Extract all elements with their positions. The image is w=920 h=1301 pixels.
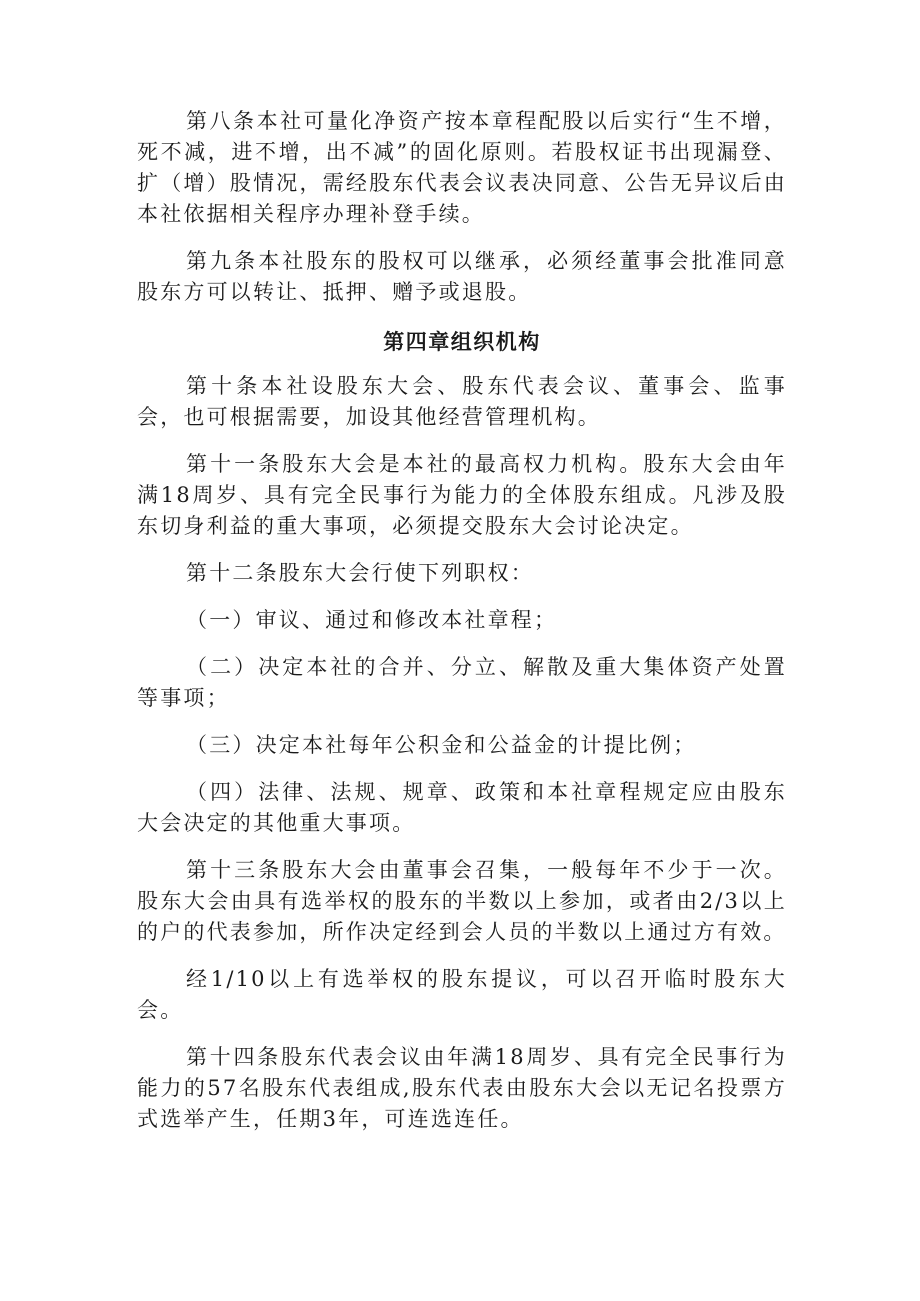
article-9: 第九条本社股东的股权可以继承，必须经董事会批准同意股东方可以转让、抵押、赠予或退股。 <box>137 249 787 304</box>
article-13-extra: 经1/10以上有选举权的股东提议，可以召开临时股东大会。 <box>137 967 787 1022</box>
article-13: 第十三条股东大会由董事会召集，一般每年不少于一次。股东大会由具有选举权的股东的半数以上参加，或者由2/3以上的户的代表参加，所作决定经到会人员的半数以上通过方有效。 <box>137 858 787 944</box>
article-12: 第十二条股东大会行使下列职权： <box>186 561 534 585</box>
article-12-item-4: （四）法律、法规、规章、政策和本社章程规定应由股东大会决定的其他重大事项。 <box>137 780 787 835</box>
article-12-item-1: （一）审议、通过和修改本社章程； <box>186 608 558 632</box>
document-body <box>137 106 787 1151</box>
article-11: 第十一条股东大会是本社的最高权力机构。股东大会由年满18周岁、具有完全民事行为能力的全体股东组成。凡涉及股东切身利益的重大事项，必须提交股东大会讨论决定。 <box>137 452 787 538</box>
article-12-item-2: （二）决定本社的合并、分立、解散及重大集体资产处置等事项； <box>137 655 787 710</box>
article-8: 第八条本社可量化净资产按本章程配股以后实行“生不增，死不减，进不增，出不减”的固化原则。若股权证书出现漏登、扩（增）股情况，需经股东代表会议表决同意、公告无异议后由本社依据相关程序办理补登手续。 <box>137 109 787 226</box>
chapter-heading: 第四章组织机构 <box>383 329 541 354</box>
article-10: 第十条本社设股东大会、股东代表会议、董事会、监事会，也可根据需要，加设其他经营管理机构。 <box>137 374 787 429</box>
article-12-item-3: （三）决定本社每年公积金和公益金的计提比例； <box>186 733 697 757</box>
article-14: 第十四条股东代表会议由年满18周岁、具有完全民事行为能力的57名股东代表组成,股东代表由股东大会以无记名投票方式选举产生，任期3年，可连选连任。 <box>137 1045 787 1131</box>
